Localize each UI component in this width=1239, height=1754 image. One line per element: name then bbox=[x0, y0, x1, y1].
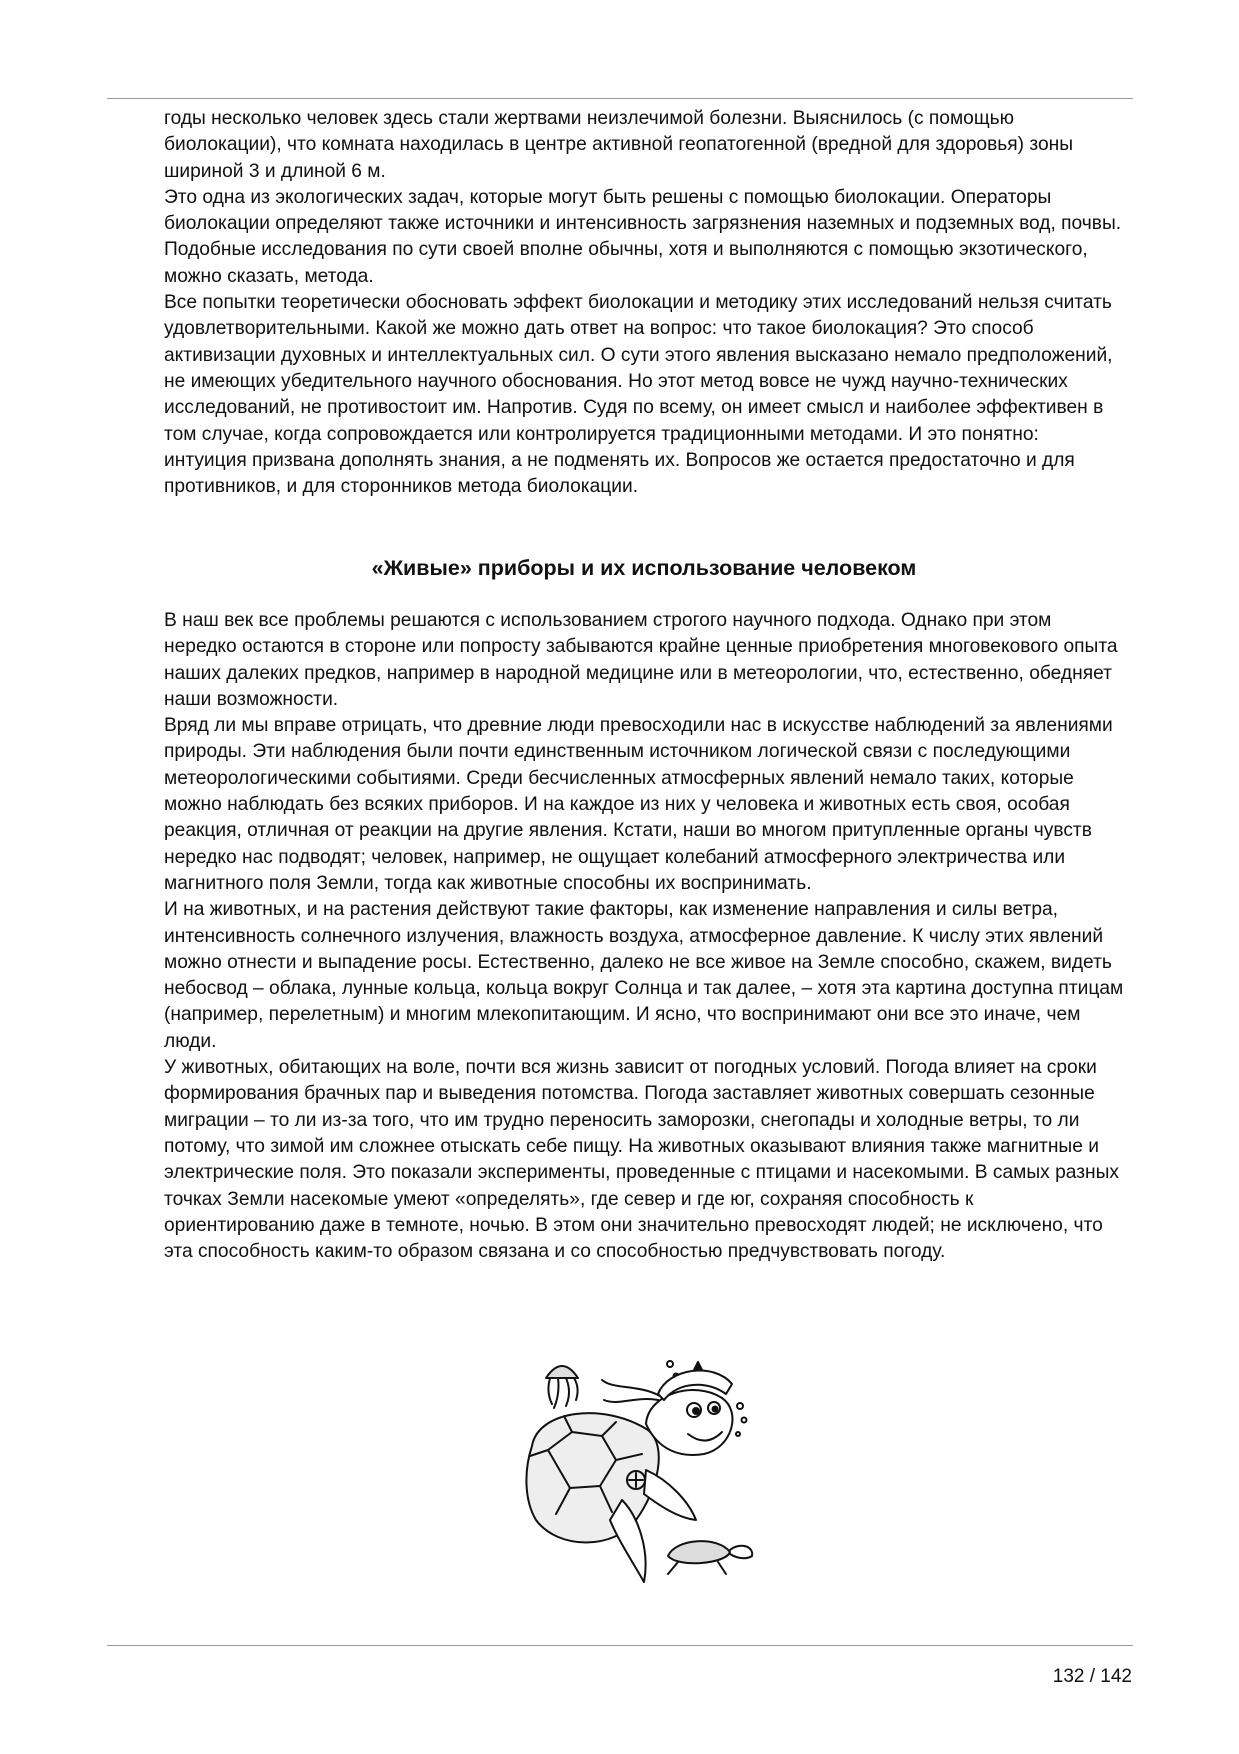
paragraph: И на животных, и на растения действуют такие факторы, как изменение направления и силы ветра, интенсивность солнечного излучения, влажность воздуха, атмосферное давление. К числу этих явлений можно отнести и выпадение росы. Естественно, далеко не все живое на Земле способно, скажем, видеть небосвод – облака, лунные кольца, кольца вокруг Солнца и так далее, – хотя эта картина доступна птицам (например, перелетным) и многим млекопитающим. И ясно, что воспринимают они все это иначе, чем люди. bbox=[164, 899, 1124, 1052]
paragraph: В наш век все проблемы решаются с использованием строгого научного подхода. Однако при этом нередко остаются в стороне или попросту забываются крайне ценные приобретения многовекового опыта наших далеких предков, например в народной медицине или в метеорологии, что, естественно, обедняет наши возможности. bbox=[164, 610, 1118, 710]
paragraph: Вряд ли мы вправе отрицать, что древние люди превосходили нас в искусстве наблюдений за явлениями природы. Эти наблюдения были почти единственным источником логической связи с последующими метеорологическими событиями. Среди бесчисленных атмосферных явлений немало таких, которые можно наблюдать без всяких приборов. И на каждое из них у человека и животных есть своя, особая реакция, отличная от реакции на другие явления. Кстати, наши во многом притупленные органы чувств нередко нас подводят; человек, например, не ощущает колебаний атмосферного электричества или магнитного поля Земли, тогда как животные способны их воспринимать. bbox=[164, 715, 1113, 894]
footer-rule bbox=[107, 1645, 1133, 1646]
small-turtle-drawing bbox=[668, 1541, 752, 1574]
paragraph: Это одна из экологических задач, которые могут быть решены с помощью биолокации. Операторы биолокации определяют также источники и интенсивность загрязнения наземных и подземных вод, почвы. Подобные исследования по сути своей вполне обычны, хотя и выполняются с помощью экзотического, можно сказать, метода. bbox=[164, 186, 1122, 287]
paragraph: Все попытки теоретически обосновать эффект биолокации и методику этих исследований нельзя считать удовлетворительными. Какой же можно дать ответ на вопрос: что такое биолокация? Это способ активизации духовных и интеллектуальных сил. О сути этого явления высказано немало предположений, не имеющих убедительного научного обоснования. Но этот метод вовсе не чужд научно-технических исследований, не противостоит им. Напротив. Судя по всему, он имеет смысл и наиболее эффективен в том случае, когда сопровождается или контролируется традиционными методами. И это понятно: интуиция призвана дополнять знания, а не подменять их. Вопросов же остается предостаточно и для противников, и для сторонников метода биолокации. bbox=[164, 292, 1113, 498]
page-number: 132 / 142 bbox=[1052, 1666, 1132, 1687]
section-heading: «Живые» приборы и их использование человеком bbox=[371, 556, 917, 580]
text-block-main bbox=[164, 608, 1124, 1265]
paragraph: У животных, обитающих на воле, почти вся жизнь зависит от погодных условий. Погода влияет на сроки формирования брачных пар и выведения потомства. Погода заставляет животных совершать сезонные миграции – то ли из-за того, что им трудно переносить заморозки, снегопады и холодные ветры, то ли потому, что зимой им сложнее отыскать себе пищу. На животных оказывают влияния также магнитные и электрические поля. Это показали эксперименты, проведенные с птицами и насекомыми. В самых разных точках Земли насекомые умеют «определять», где север и где юг, сохраняя способность к ориентированию даже в темноте, ночью. В этом они значительно превосходят людей; не исключено, что эта способность каким-то образом связана и со способностью предчувствовать погоду. bbox=[164, 1057, 1119, 1263]
turtle-illustration bbox=[518, 1350, 758, 1600]
jellyfish-drawing bbox=[546, 1366, 578, 1408]
paragraph: годы несколько человек здесь стали жертвами неизлечимой болезни. Выяснилось (с помощью биолокации), что комната находилась в центре активной геопатогенной (вредной для здоровья) зоны шириной 3 и длиной 6 м. bbox=[164, 108, 1074, 182]
text-block-top bbox=[164, 106, 1124, 500]
header-rule bbox=[107, 98, 1133, 99]
